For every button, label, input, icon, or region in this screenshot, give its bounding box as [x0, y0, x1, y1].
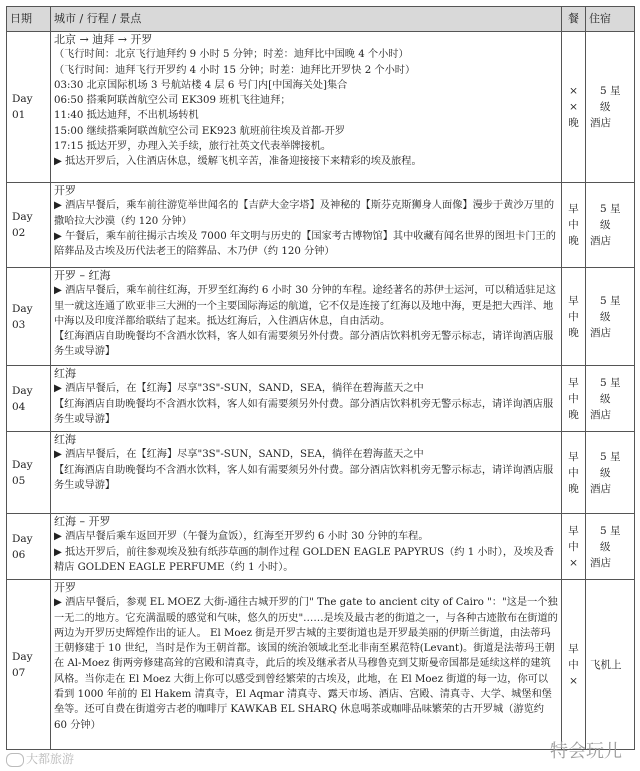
itinerary-details: [51, 580, 562, 750]
header-meals: 餐: [562, 7, 586, 32]
meals-cell: [562, 432, 586, 514]
breakfast-mark: ×: [569, 85, 578, 97]
hotel-type: 酒店: [590, 117, 611, 129]
detail-line: ▶ 午餐后，乘车前往揭示古埃及 7000 年文明与历史的【国家考古博物馆】其中收藏有闻名世界的图坦卡门王的陪葬品及古埃及历代法老王的陪葬品、木乃伊（约 120 分钟）: [54, 230, 556, 258]
itinerary-row: [7, 183, 635, 268]
breakfast-mark: 早: [568, 294, 579, 307]
lodging-cell: [586, 580, 635, 750]
day-label: Day 01: [7, 32, 51, 183]
hotel-rating: 5 星级: [600, 450, 621, 479]
detail-line: 06:50 搭乘阿联酋航空公司 EK309 班机飞往迪拜；: [54, 95, 291, 107]
detail-line: 17:15 抵达开罗，办理入关手续，旅行社英文代表举牌接机。: [54, 141, 332, 153]
route-title: 北京 → 迪拜 → 开罗: [54, 33, 153, 46]
day-label: Day 05: [7, 432, 51, 514]
route-title: 红海 – 开罗: [54, 515, 111, 528]
itinerary-row: [7, 514, 635, 580]
hotel-type: 酒店: [590, 326, 611, 339]
meals-cell: [562, 268, 586, 366]
dinner-mark: ×: [569, 556, 578, 569]
detail-line: （飞行时间：迪拜飞行开罗约 4 小时 15 分钟；时差：迪拜比开罗快 2 个小时）: [54, 64, 416, 76]
day-label: Day 02: [7, 183, 51, 268]
lunch-mark: 中: [568, 540, 579, 553]
hotel-rating: 5 星级: [600, 203, 621, 231]
meals-cell: [562, 32, 586, 183]
route-title: 开罗: [54, 184, 76, 197]
route-title: 红海: [54, 367, 76, 380]
itinerary-details: [51, 432, 562, 514]
meals-cell: [562, 514, 586, 580]
meals-cell: [562, 580, 586, 750]
hotel-rating: 5 星级: [600, 294, 621, 323]
detail-line: 11:40 抵达迪拜，不出机场转机: [54, 110, 199, 122]
lunch-mark: 中: [568, 219, 579, 231]
detail-line: ▶ 酒店早餐后，在【红海】尽享"3S"-SUN，SAND，SEA，徜徉在碧海蓝天之中: [54, 449, 424, 461]
detail-line: 03:30 北京国际机场 3 号航站楼 4 层 6 号门内[中国海关处]集合: [54, 79, 348, 91]
dinner-mark: 晚: [568, 482, 579, 495]
header-row: [7, 7, 635, 32]
lodging-cell: [586, 366, 635, 432]
hotel-rating: 5 星级: [600, 85, 621, 113]
detail-line: ▶ 抵达开罗后，前往参观埃及独有纸莎草画的制作过程 GOLDEN EAGLE PAPYRUS（约 1 小时），及埃及香精店 GOLDEN EAGLE PERFUME（约 1 小时）。: [54, 546, 554, 573]
lunch-mark: ×: [569, 101, 578, 113]
hotel-type: 酒店: [590, 235, 611, 247]
header-route: 城市 / 行程 / 景点: [51, 7, 562, 32]
lodging-cell: [586, 268, 635, 366]
day-label: Day 07: [7, 580, 51, 750]
breakfast-mark: 早: [568, 642, 579, 655]
dinner-mark: ×: [569, 674, 578, 687]
hotel-type: 酒店: [590, 556, 611, 569]
detail-line: ▶ 酒店早餐后，在【红海】尽享"3S"-SUN，SAND，SEA，徜徉在碧海蓝天之中: [54, 383, 424, 395]
hotel-type: 酒店: [590, 482, 611, 495]
itinerary-row: [7, 432, 635, 514]
detail-line: ▶ 抵达开罗后，入住酒店休息，缓解飞机辛苦，准备迎接接下来精彩的埃及旅程。: [54, 156, 422, 168]
watermark-left-text: 大都旅游: [26, 752, 75, 766]
meals-cell: [562, 366, 586, 432]
hotel-rating: 5 星级: [600, 524, 621, 553]
header-lodging: 住宿: [586, 7, 635, 32]
detail-line: ▶ 酒店早餐后，乘车前往游览举世闻名的【吉萨大金字塔】及神秘的【斯芬克斯狮身人面像】漫步于黄沙万里的撒哈拉大沙漠（约 120 分钟）: [54, 200, 555, 227]
itinerary-row: [7, 580, 635, 750]
watermark-right: [550, 737, 622, 763]
lodging-cell: [586, 432, 635, 514]
itinerary-row: [7, 32, 635, 183]
itinerary-details: [51, 268, 562, 366]
detail-line: 【红海酒店自助晚餐均不含酒水饮料，客人如有需要须另外付费。部分酒店饮料机旁无警示标志，请详询酒店服务生或导游】: [54, 398, 554, 425]
itinerary-details: [51, 183, 562, 268]
detail-line: ▶ 酒店早餐后，参观 EL MOEZ 大街-通往古城开罗的门" The gate to ancient city of Cairo "："这是一个独一无二的地方。它充满温暖的感觉和气味，悠久的历史"……是埃及最古老的街道之一，与各种古迹散布在街道的两边为开罗历史辉煌作出的证人。 El Moez 街是开罗古城的主要街道也是开罗最美丽的伊斯兰街道，由法蒂玛王朝修建于 10 世纪，当时是作为王朝首都。该国的统治领域北至北非南至累范特(Levant)。街道是法蒂玛王朝在 Al-Moez 街两旁修建高耸的宫殿和清真寺，此后的埃及继承者从马穆鲁克到艾斯曼帝国都是延续这样的建筑风格。当你走在 El Moez 大街上你可以感受到曾经繁荣的古埃及，此地，在 El Moez 街道的每一边，你可以看到 1000 年前的 El Hakem 清真寺，El Aqmar 清真寺、露天市场、酒店、宫殿、清真寺、大学、城堡和堡垒等。还可自费在街道旁古老的咖啡厅 KAWKAB EL SHARQ 休息喝茶或咖啡品味繁荣的古开罗城（游览约 60 分钟）: [54, 597, 558, 731]
day-label: Day 04: [7, 366, 51, 432]
route-title: 开罗: [54, 581, 76, 594]
itinerary-table: [6, 6, 635, 750]
breakfast-mark: 早: [568, 376, 579, 389]
chat-bubble-icon: [6, 753, 24, 767]
detail-line: ▶ 酒店早餐后乘车返回开罗（午餐为盒饭），红海至开罗约 6 小时 30 分钟的车程。: [54, 531, 429, 543]
breakfast-mark: 早: [568, 203, 579, 215]
lodging-cell: [586, 514, 635, 580]
breakfast-mark: 早: [568, 524, 579, 537]
hotel-rating: 5 星级: [600, 376, 621, 405]
lodging-cell: [586, 32, 635, 183]
dinner-mark: 晚: [568, 326, 579, 339]
lodging-cell: [586, 183, 635, 268]
meals-cell: [562, 183, 586, 268]
detail-line: 15:00 继续搭乘阿联酋航空公司 EK923 航班前往埃及首都-开罗: [54, 125, 345, 137]
itinerary-details: [51, 514, 562, 580]
day-label: Day 03: [7, 268, 51, 366]
detail-line: （飞行时间：北京飞行迪拜约 9 小时 5 分钟；时差：迪拜比中国晚 4 个小时）: [54, 49, 409, 61]
lunch-mark: 中: [568, 392, 579, 405]
watermark-right-text: 特会玩儿: [550, 741, 622, 762]
detail-line: 【红海酒店自助晚餐均不含酒水饮料，客人如有需要须另外付费。部分酒店饮料机旁无警示标志，请详询酒店服务生或导游】: [54, 464, 554, 491]
lunch-mark: 中: [568, 466, 579, 479]
lunch-mark: 中: [568, 658, 579, 671]
watermark-left: [6, 750, 74, 767]
breakfast-mark: 早: [568, 450, 579, 463]
dinner-mark: 晚: [568, 235, 579, 247]
detail-line: ▶ 酒店早餐后，乘车前往红海，开罗至红海约 6 小时 30 分钟的车程。途经著名的苏伊士运河，可以稍适驻足这里一就这连通了欧亚非三大洲的一个主要国际海运的航道，它不仅是连接了红海以及地中海，更是把大西洋、地中海以及印度洋都给联结了起来。抵达红海后，入住酒店休息，自由活动。: [54, 285, 556, 327]
itinerary-details: [51, 32, 562, 183]
header-date: 日期: [7, 7, 51, 32]
dinner-mark: 晚: [568, 408, 579, 421]
hotel-type: 飞机上: [590, 658, 622, 671]
day-label: Day 06: [7, 514, 51, 580]
lunch-mark: 中: [568, 310, 579, 323]
itinerary-row: [7, 268, 635, 366]
route-title: 开罗 – 红海: [54, 269, 111, 282]
itinerary-details: [51, 366, 562, 432]
itinerary-row: [7, 366, 635, 432]
route-title: 红海: [54, 433, 76, 446]
detail-line: 【红海酒店自助晚餐均不含酒水饮料，客人如有需要须另外付费。部分酒店饮料机旁无警示标志，请详询酒店服务生或导游】: [54, 331, 554, 358]
hotel-type: 酒店: [590, 408, 611, 421]
dinner-mark: 晚: [568, 117, 579, 129]
